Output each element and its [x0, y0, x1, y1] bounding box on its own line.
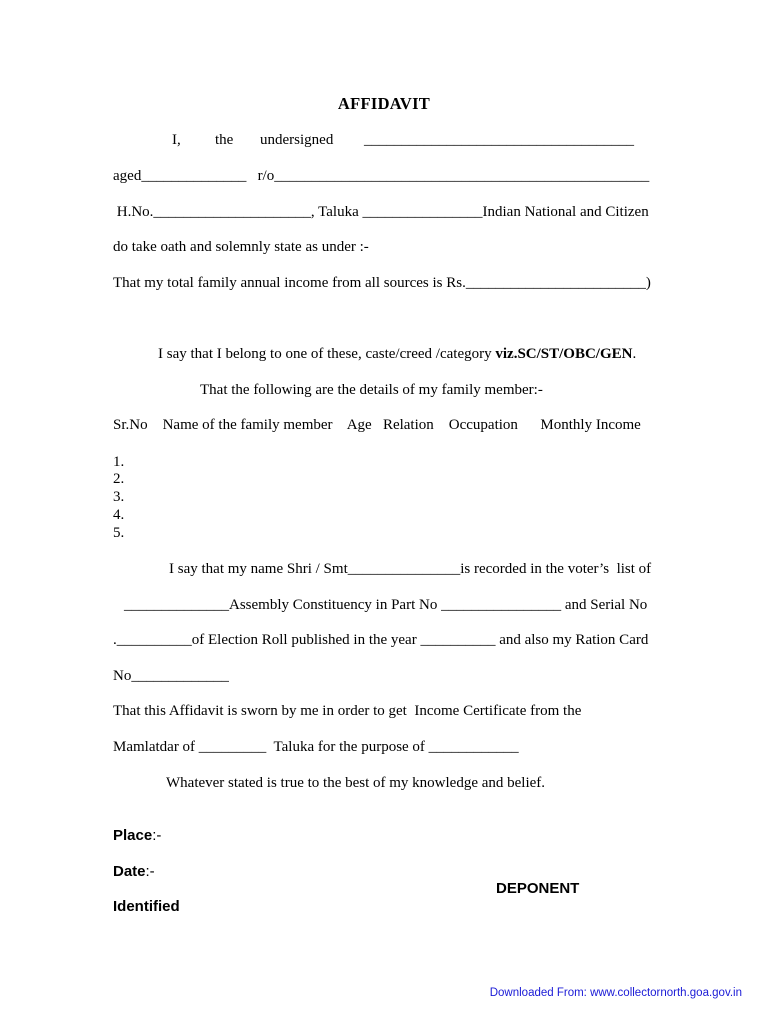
intro-word-undersigned: undersigned: [260, 132, 334, 148]
place-field: [113, 827, 161, 845]
document-title: AFFIDAVIT: [337, 94, 431, 113]
ration-card-line: No_____________: [113, 668, 229, 684]
family-table-header: Sr.No Name of the family member Age Relation Occupation Monthly Income: [113, 417, 641, 433]
age-residence-line: aged______________ r/o__________________________________________________: [113, 168, 650, 184]
family-row-number: 4.: [113, 507, 125, 523]
place-suffix: :-: [152, 827, 162, 844]
date-label: Date: [113, 863, 146, 880]
intro-word-i: I,: [172, 132, 181, 148]
deponent-label: DEPONENT: [496, 880, 580, 897]
oath-line: do take oath and solemnly state as under :-: [113, 239, 369, 255]
family-row-number: 3.: [113, 489, 125, 505]
family-row-number: 2.: [113, 471, 125, 487]
assembly-constituency-line: ______________Assembly Constituency in Part No ________________ and Serial No: [124, 597, 648, 613]
voter-list-line: I say that my name Shri / Smt_______________is recorded in the voter’s list of: [169, 561, 652, 577]
house-taluka-line: H.No._____________________, Taluka ________________Indian National and Citizen: [113, 204, 649, 220]
intro-word-the: the: [215, 132, 234, 148]
identified-label: Identified: [113, 898, 180, 915]
purpose-line: That this Affidavit is sworn by me in order to get Income Certificate from the: [113, 703, 582, 719]
family-details-heading: That the following are the details of my family member:-: [200, 382, 543, 398]
mamlatdar-line: Mamlatdar of _________ Taluka for the purpose of ____________: [113, 739, 519, 755]
date-field: [113, 863, 155, 881]
category-suffix: .: [632, 346, 637, 362]
name-blank: ____________________________________: [364, 132, 634, 148]
download-source-footer[interactable]: Downloaded From: www.collectornorth.goa.gov.in: [489, 987, 742, 999]
family-row-number: 5.: [113, 525, 125, 541]
income-line: That my total family annual income from all sources is Rs.________________________): [113, 275, 651, 291]
category-options: viz.SC/ST/OBC/GEN: [495, 346, 633, 362]
declaration-line: Whatever stated is true to the best of my knowledge and belief.: [166, 775, 546, 791]
place-label: Place: [113, 827, 153, 844]
category-line: [158, 345, 636, 363]
election-roll-line: .__________of Election Roll published in the year __________ and also my Ration Card: [113, 632, 649, 648]
family-row-number: 1.: [113, 454, 125, 470]
category-prefix: I say that I belong to one of these, caste/creed /category: [158, 346, 496, 362]
date-suffix: :-: [145, 863, 155, 880]
